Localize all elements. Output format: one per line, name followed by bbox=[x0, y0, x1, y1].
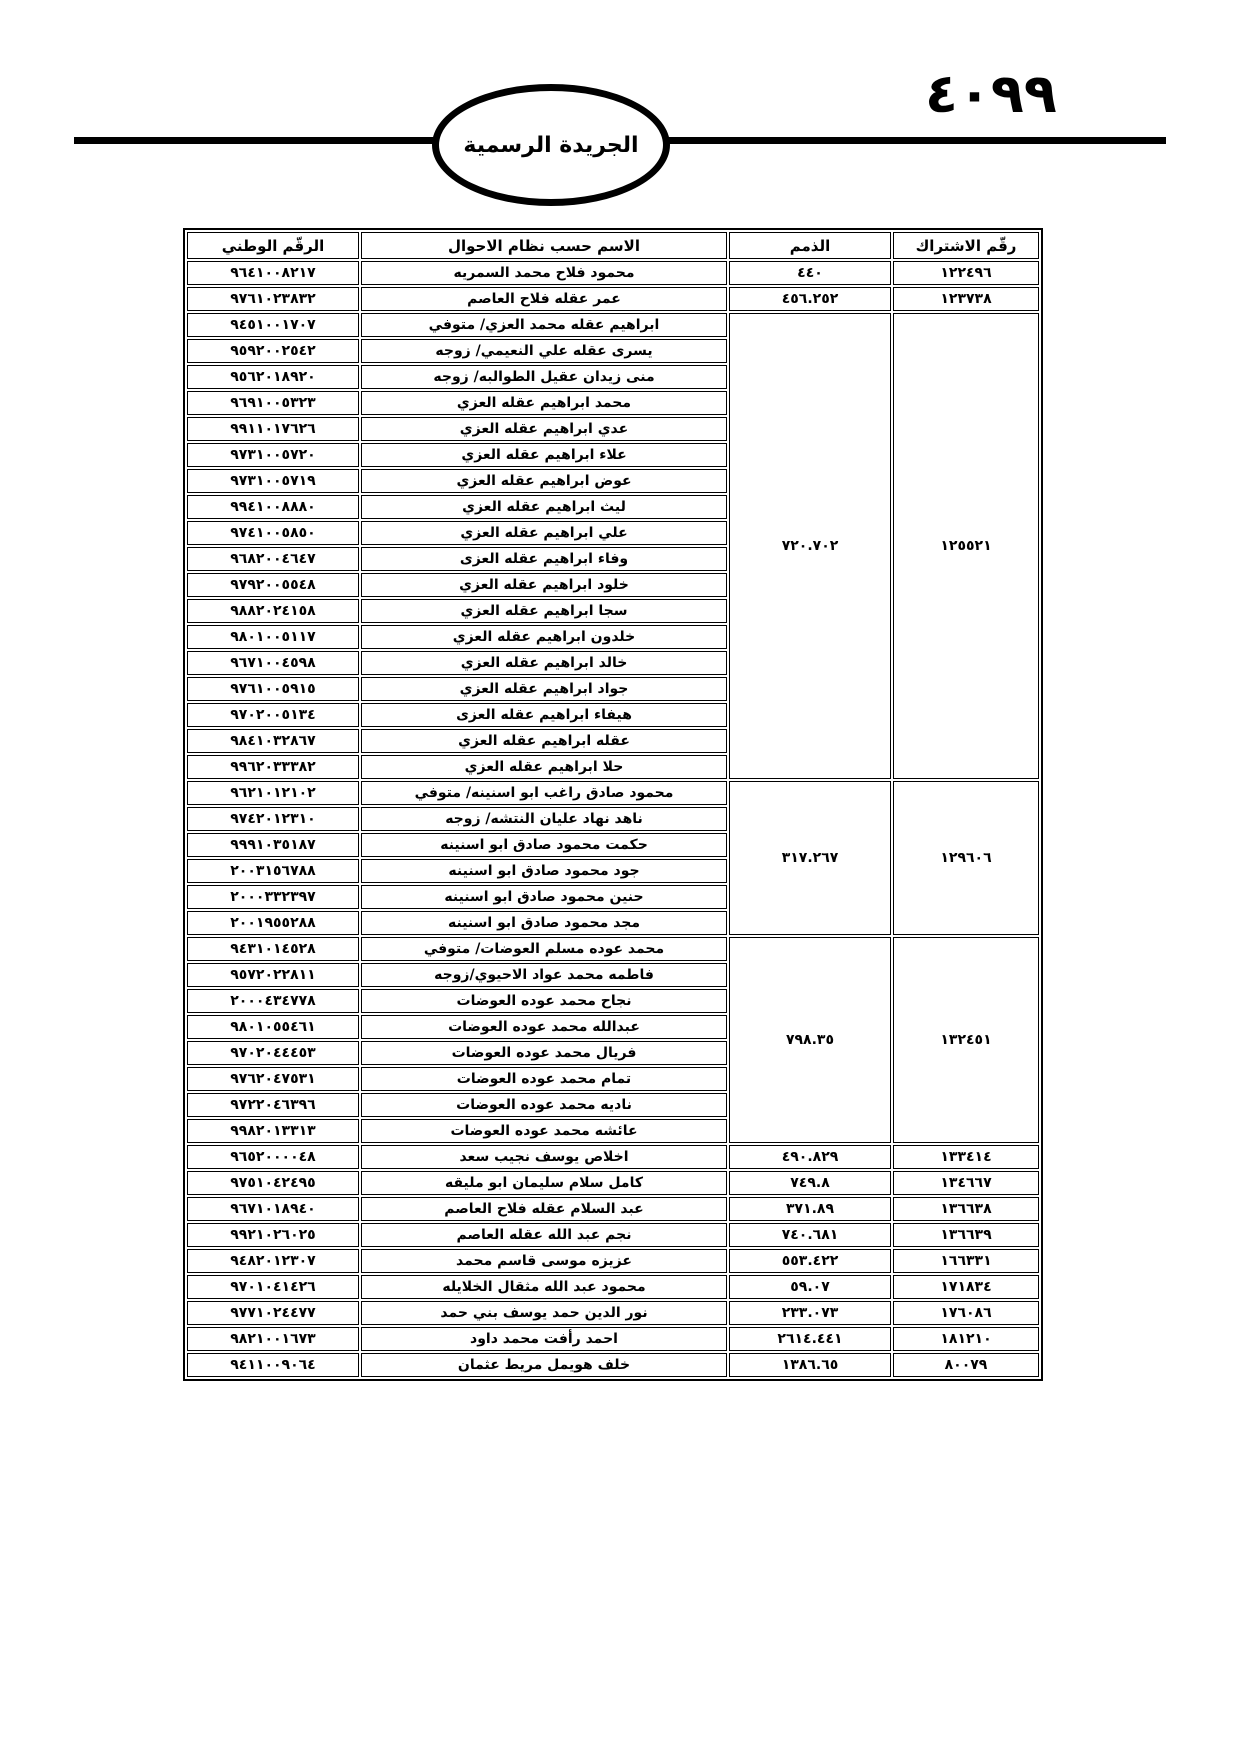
national-id-cell: ٢٠٠٠٤٣٤٧٧٨ bbox=[187, 989, 359, 1013]
national-id-cell: ٩٤٣١٠١٤٥٢٨ bbox=[187, 937, 359, 961]
person-name-cell: محمد عوده مسلم العوضات/ متوفي bbox=[361, 937, 727, 961]
table-row bbox=[187, 287, 1039, 311]
national-id-cell: ٩٩٩١٠٣٥١٨٧ bbox=[187, 833, 359, 857]
person-name-cell: عزيزه موسى قاسم محمد bbox=[361, 1249, 727, 1273]
subscription-number-cell: ١٣٦٦٣٩ bbox=[893, 1223, 1039, 1247]
person-name-cell: علاء ابراهيم عقله العزي bbox=[361, 443, 727, 467]
person-name-cell: فاطمه محمد عواد الاحيوي/زوجه bbox=[361, 963, 727, 987]
national-id-cell: ٩٤٥١٠٠١٧٠٧ bbox=[187, 313, 359, 337]
person-name-cell: مجد محمود صادق ابو اسنينه bbox=[361, 911, 727, 935]
national-id-cell: ٩٧٦١٠٠٥٩١٥ bbox=[187, 677, 359, 701]
person-name-cell: سجا ابراهيم عقله العزي bbox=[361, 599, 727, 623]
table-row bbox=[187, 1171, 1039, 1195]
person-name-cell: نور الدين حمد يوسف بني حمد bbox=[361, 1301, 727, 1325]
subscription-number-cell: ١٢٥٥٢١ bbox=[893, 313, 1039, 779]
debt-amount-cell: ٥٥٣.٤٢٢ bbox=[729, 1249, 891, 1273]
person-name-cell: خلف هويمل مريط عثمان bbox=[361, 1353, 727, 1377]
person-name-cell: حنين محمود صادق ابو اسنينه bbox=[361, 885, 727, 909]
national-id-cell: ٩٩١١٠١٧٦٢٦ bbox=[187, 417, 359, 441]
records-table bbox=[183, 228, 1043, 1381]
person-name-cell: ابراهيم عقله محمد العزي/ متوفي bbox=[361, 313, 727, 337]
national-id-cell: ٩٩٦٢٠٣٣٣٨٢ bbox=[187, 755, 359, 779]
subscription-number-cell: ١٢٩٦٠٦ bbox=[893, 781, 1039, 935]
national-id-cell: ٩٥٦٢٠١٨٩٢٠ bbox=[187, 365, 359, 389]
subscription-number-cell: ١٨١٢١٠ bbox=[893, 1327, 1039, 1351]
national-id-cell: ٩٤١١٠٠٩٠٦٤ bbox=[187, 1353, 359, 1377]
national-id-cell: ٩٧٥١٠٤٢٤٩٥ bbox=[187, 1171, 359, 1195]
table-row bbox=[187, 781, 1039, 805]
header-subscription-number: رقّم الاشتراك bbox=[893, 232, 1039, 259]
person-name-cell: عائشه محمد عوده العوضات bbox=[361, 1119, 727, 1143]
subscription-number-cell: ١٣٤٦٦٧ bbox=[893, 1171, 1039, 1195]
national-id-cell: ٩٥٧٢٠٢٢٨١١ bbox=[187, 963, 359, 987]
national-id-cell: ٩٧٠١٠٤١٤٢٦ bbox=[187, 1275, 359, 1299]
national-id-cell: ٩٧٢٢٠٤٦٣٩٦ bbox=[187, 1093, 359, 1117]
person-name-cell: محمود فلاح محمد السمريه bbox=[361, 261, 727, 285]
subscription-number-cell: ١٧١٨٣٤ bbox=[893, 1275, 1039, 1299]
national-id-cell: ٩٧٧١٠٢٤٤٧٧ bbox=[187, 1301, 359, 1325]
debt-amount-cell: ٤٩٠.٨٢٩ bbox=[729, 1145, 891, 1169]
person-name-cell: عدي ابراهيم عقله العزي bbox=[361, 417, 727, 441]
person-name-cell: نجاح محمد عوده العوضات bbox=[361, 989, 727, 1013]
national-id-cell: ٩٧٠٢٠٠٥١٣٤ bbox=[187, 703, 359, 727]
national-id-cell: ٩٨٠١٠٠٥١١٧ bbox=[187, 625, 359, 649]
person-name-cell: وفاء ابراهيم عقله العزى bbox=[361, 547, 727, 571]
person-name-cell: عبد السلام عقله فلاح العاصم bbox=[361, 1197, 727, 1221]
person-name-cell: عمر عقله فلاح العاصم bbox=[361, 287, 727, 311]
national-id-cell: ٩٩٢١٠٢٦٠٢٥ bbox=[187, 1223, 359, 1247]
table-row bbox=[187, 1275, 1039, 1299]
national-id-cell: ٩٥٩٢٠٠٢٥٤٢ bbox=[187, 339, 359, 363]
subscription-number-cell: ١٧٦٠٨٦ bbox=[893, 1301, 1039, 1325]
person-name-cell: يسرى عقله علي النعيمي/ زوجه bbox=[361, 339, 727, 363]
national-id-cell: ٩٨٤١٠٣٢٨٦٧ bbox=[187, 729, 359, 753]
person-name-cell: اخلاص يوسف نجيب سعد bbox=[361, 1145, 727, 1169]
national-id-cell: ٩٨٢١٠٠١٦٧٣ bbox=[187, 1327, 359, 1351]
subscription-number-cell: ٨٠٠٧٩ bbox=[893, 1353, 1039, 1377]
subscription-number-cell: ١٢٢٤٩٦ bbox=[893, 261, 1039, 285]
national-id-cell: ٢٠٠٣١٥٦٧٨٨ bbox=[187, 859, 359, 883]
subscription-number-cell: ١٣٦٦٣٨ bbox=[893, 1197, 1039, 1221]
debt-amount-cell: ٧٩٨.٣٥ bbox=[729, 937, 891, 1143]
person-name-cell: كامل سلام سليمان ابو مليقه bbox=[361, 1171, 727, 1195]
person-name-cell: ناديه محمد عوده العوضات bbox=[361, 1093, 727, 1117]
person-name-cell: حكمت محمود صادق ابو اسنينه bbox=[361, 833, 727, 857]
header-debts: الذمم bbox=[729, 232, 891, 259]
table-row bbox=[187, 1327, 1039, 1351]
person-name-cell: محمد ابراهيم عقله العزي bbox=[361, 391, 727, 415]
person-name-cell: محمود عبد الله مثقال الخلايله bbox=[361, 1275, 727, 1299]
person-name-cell: محمود صادق راغب ابو اسنينه/ متوفي bbox=[361, 781, 727, 805]
person-name-cell: عوض ابراهيم عقله العزي bbox=[361, 469, 727, 493]
person-name-cell: جواد ابراهيم عقله العزي bbox=[361, 677, 727, 701]
national-id-cell: ٩٧٤٢٠١٢٣١٠ bbox=[187, 807, 359, 831]
debt-amount-cell: ٧٤٩.٨ bbox=[729, 1171, 891, 1195]
debt-amount-cell: ٢٣٣.٠٧٣ bbox=[729, 1301, 891, 1325]
table-row bbox=[187, 1145, 1039, 1169]
table-row bbox=[187, 1223, 1039, 1247]
person-name-cell: هيفاء ابراهيم عقله العزى bbox=[361, 703, 727, 727]
person-name-cell: نجم عبد الله عقله العاصم bbox=[361, 1223, 727, 1247]
person-name-cell: احمد رأفت محمد داود bbox=[361, 1327, 727, 1351]
table-header-row bbox=[187, 232, 1039, 259]
national-id-cell: ٩٦٧١٠٠٤٥٩٨ bbox=[187, 651, 359, 675]
table-row bbox=[187, 1353, 1039, 1377]
national-id-cell: ٩٩٤١٠٠٨٨٨٠ bbox=[187, 495, 359, 519]
person-name-cell: منى زيدان عقيل الطوالبه/ زوجه bbox=[361, 365, 727, 389]
person-name-cell: خلود ابراهيم عقله العزي bbox=[361, 573, 727, 597]
national-id-cell: ٢٠٠١٩٥٥٢٨٨ bbox=[187, 911, 359, 935]
debt-amount-cell: ٤٤٠ bbox=[729, 261, 891, 285]
national-id-cell: ٩٨٨٢٠٢٤١٥٨ bbox=[187, 599, 359, 623]
subscription-number-cell: ١٢٣٧٣٨ bbox=[893, 287, 1039, 311]
national-id-cell: ٩٧٣١٠٠٥٧٢٠ bbox=[187, 443, 359, 467]
person-name-cell: تمام محمد عوده العوضات bbox=[361, 1067, 727, 1091]
debt-amount-cell: ٥٩.٠٧ bbox=[729, 1275, 891, 1299]
person-name-cell: ناهد نهاد عليان النتشه/ زوجه bbox=[361, 807, 727, 831]
debt-amount-cell: ٣٧١.٨٩ bbox=[729, 1197, 891, 1221]
header-name: الاسم حسب نظام الاحوال bbox=[361, 232, 727, 259]
national-id-cell: ٩٧٤١٠٠٥٨٥٠ bbox=[187, 521, 359, 545]
table-row bbox=[187, 1197, 1039, 1221]
national-id-cell: ٩٦٤١٠٠٨٢١٧ bbox=[187, 261, 359, 285]
header-national-number: الرقّم الوطني bbox=[187, 232, 359, 259]
table-row bbox=[187, 937, 1039, 961]
national-id-cell: ٩٤٨٢٠١٢٣٠٧ bbox=[187, 1249, 359, 1273]
debt-amount-cell: ٧٢٠.٧٠٢ bbox=[729, 313, 891, 779]
national-id-cell: ٩٦٨٢٠٠٤٦٤٧ bbox=[187, 547, 359, 571]
page-number: ٤٠٩٩ bbox=[925, 62, 1057, 125]
person-name-cell: عقله ابراهيم عقله العزي bbox=[361, 729, 727, 753]
gazette-banner bbox=[432, 84, 670, 206]
person-name-cell: خالد ابراهيم عقله العزي bbox=[361, 651, 727, 675]
national-id-cell: ٩٧٩٢٠٠٥٥٤٨ bbox=[187, 573, 359, 597]
national-id-cell: ٩٧٠٢٠٤٤٤٥٣ bbox=[187, 1041, 359, 1065]
national-id-cell: ٩٩٨٢٠١٣٣١٣ bbox=[187, 1119, 359, 1143]
national-id-cell: ٩٦٢١٠١٢١٠٢ bbox=[187, 781, 359, 805]
national-id-cell: ٩٧٣١٠٠٥٧١٩ bbox=[187, 469, 359, 493]
person-name-cell: جود محمود صادق ابو اسنينه bbox=[361, 859, 727, 883]
national-id-cell: ٩٦٧١٠١٨٩٤٠ bbox=[187, 1197, 359, 1221]
subscription-number-cell: ١٣٢٤٥١ bbox=[893, 937, 1039, 1143]
table-row bbox=[187, 1301, 1039, 1325]
subscription-number-cell: ١٦٦٣٣١ bbox=[893, 1249, 1039, 1273]
person-name-cell: ليث ابراهيم عقله العزي bbox=[361, 495, 727, 519]
person-name-cell: فريال محمد عوده العوضات bbox=[361, 1041, 727, 1065]
person-name-cell: حلا ابراهيم عقله العزي bbox=[361, 755, 727, 779]
table-row bbox=[187, 1249, 1039, 1273]
subscription-number-cell: ١٣٣٤١٤ bbox=[893, 1145, 1039, 1169]
table-row bbox=[187, 261, 1039, 285]
debt-amount-cell: ٤٥٦.٢٥٢ bbox=[729, 287, 891, 311]
national-id-cell: ٩٧٦١٠٢٣٨٣٢ bbox=[187, 287, 359, 311]
national-id-cell: ٩٦٩١٠٠٥٣٢٣ bbox=[187, 391, 359, 415]
gazette-title: الجريدة الرسمية bbox=[463, 132, 639, 158]
table-row bbox=[187, 313, 1039, 337]
national-id-cell: ٩٦٥٢٠٠٠٠٤٨ bbox=[187, 1145, 359, 1169]
records-table-body bbox=[187, 261, 1039, 1377]
debt-amount-cell: ٢٦١٤.٤٤١ bbox=[729, 1327, 891, 1351]
national-id-cell: ٩٨٠١٠٥٥٤٦١ bbox=[187, 1015, 359, 1039]
debt-amount-cell: ٧٤٠.٦٨١ bbox=[729, 1223, 891, 1247]
national-id-cell: ٩٧٦٢٠٤٧٥٣١ bbox=[187, 1067, 359, 1091]
person-name-cell: عبدالله محمد عوده العوضات bbox=[361, 1015, 727, 1039]
national-id-cell: ٢٠٠٠٣٣٢٣٩٧ bbox=[187, 885, 359, 909]
debt-amount-cell: ٣١٧.٢٦٧ bbox=[729, 781, 891, 935]
person-name-cell: علي ابراهيم عقله العزي bbox=[361, 521, 727, 545]
person-name-cell: خلدون ابراهيم عقله العزي bbox=[361, 625, 727, 649]
debt-amount-cell: ١٣٨٦.٦٥ bbox=[729, 1353, 891, 1377]
